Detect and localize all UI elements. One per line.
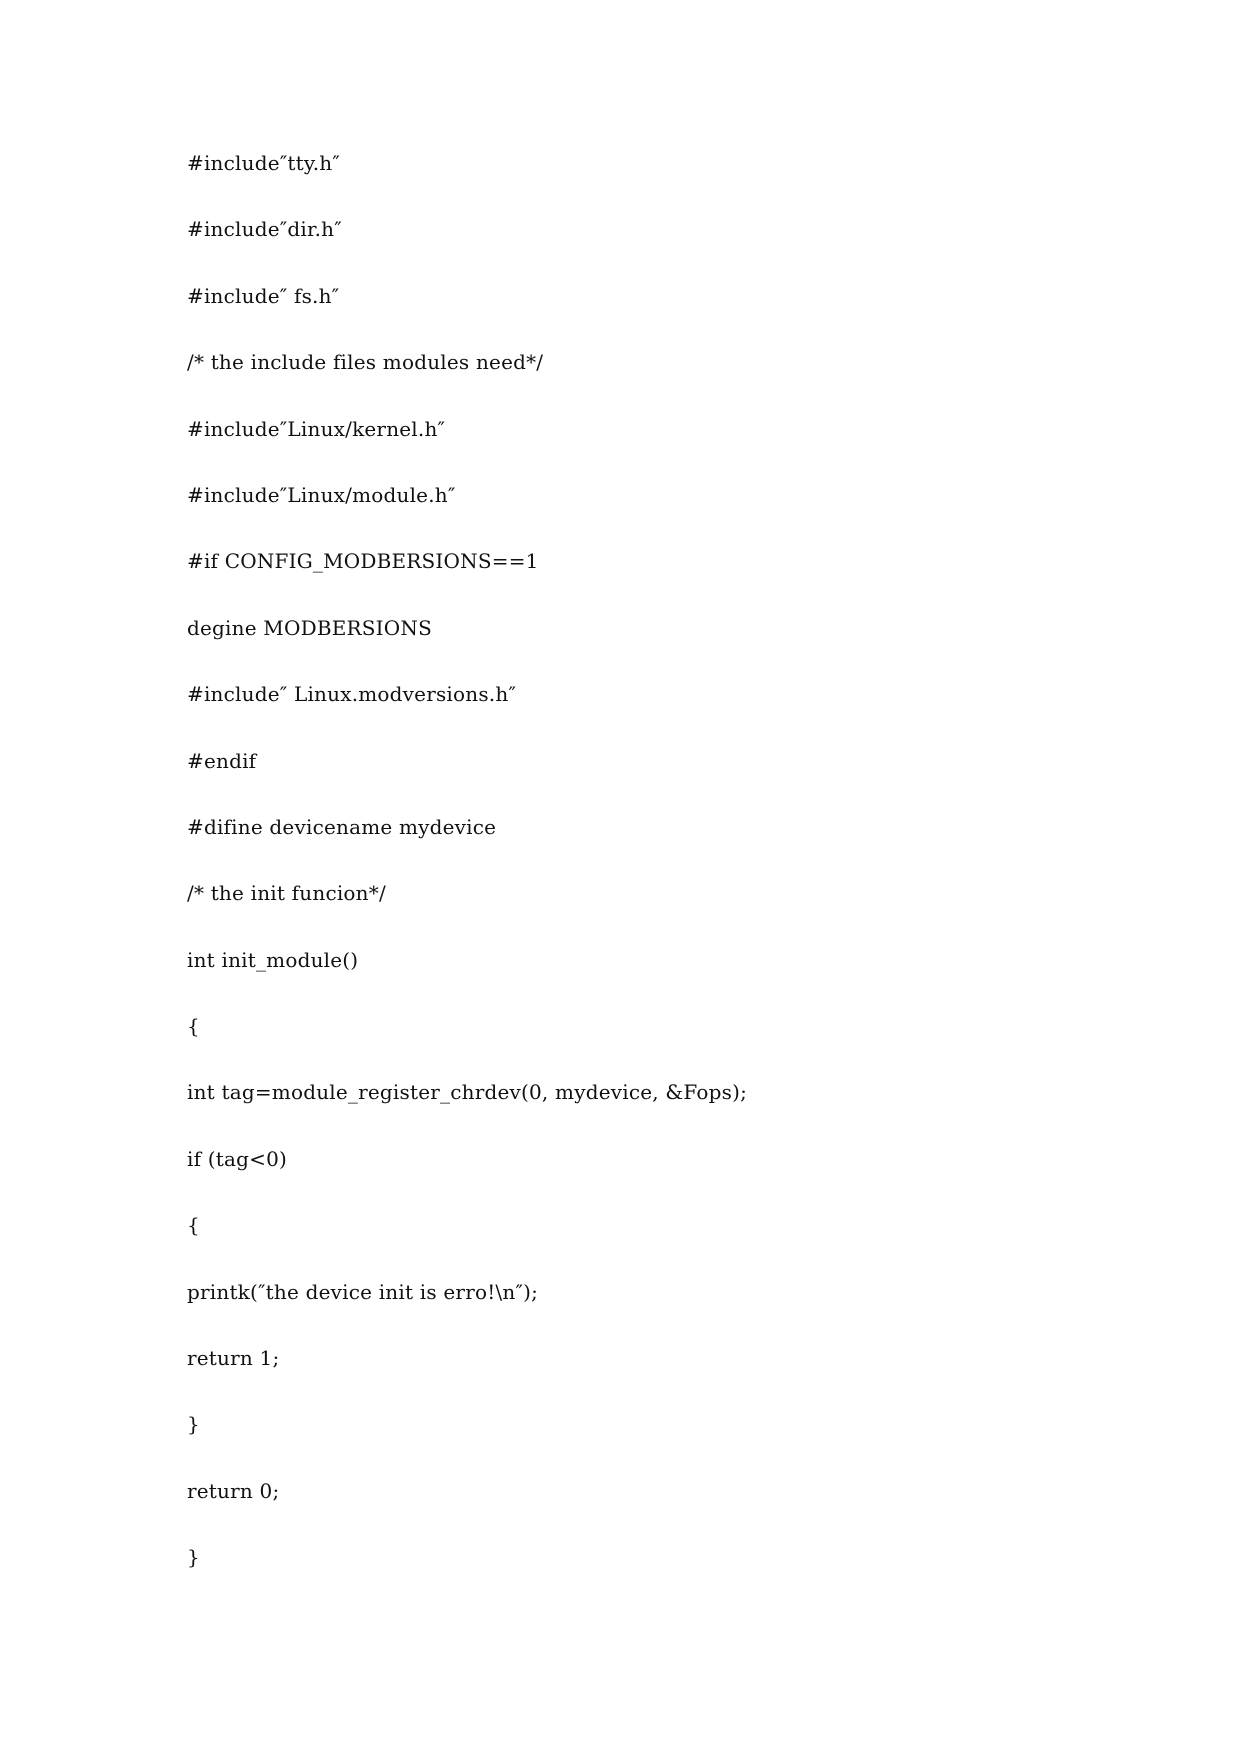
code-line-9: #include″ Linux.modversions.h″ (187, 682, 517, 707)
code-line-4: /* the include files modules need*/ (187, 350, 544, 375)
code-line-13: int init_module() (187, 947, 359, 972)
code-line-6: #include″Linux/module.h″ (187, 482, 456, 507)
code-line-20: } (187, 1412, 200, 1437)
code-line-11: #difine devicename mydevice (187, 814, 497, 839)
code-line-21: return 0; (187, 1478, 280, 1503)
code-line-3: #include″ fs.h″ (187, 283, 340, 308)
code-line-7: #if CONFIG_MODBERSIONS==1 (187, 549, 539, 574)
code-line-22: } (187, 1545, 200, 1570)
code-line-19: return 1; (187, 1346, 280, 1371)
code-line-10: #endif (187, 748, 257, 773)
code-line-15: int tag=module_register_chrdev(0, mydevice, &Fops); (187, 1080, 748, 1105)
code-line-18: printk(″the device init is erro!\n″); (187, 1279, 539, 1304)
code-line-12: /* the init funcion*/ (187, 881, 386, 906)
code-line-17: { (187, 1213, 200, 1238)
code-line-16: if (tag<0) (187, 1146, 288, 1171)
code-line-2: #include″dir.h″ (187, 217, 342, 242)
code-line-5: #include″Linux/kernel.h″ (187, 416, 446, 441)
code-listing (187, 152, 1187, 1613)
code-line-14: { (187, 1014, 200, 1039)
code-line-8: degine MODBERSIONS (187, 615, 432, 640)
code-line-1: #include″tty.h″ (187, 151, 341, 175)
